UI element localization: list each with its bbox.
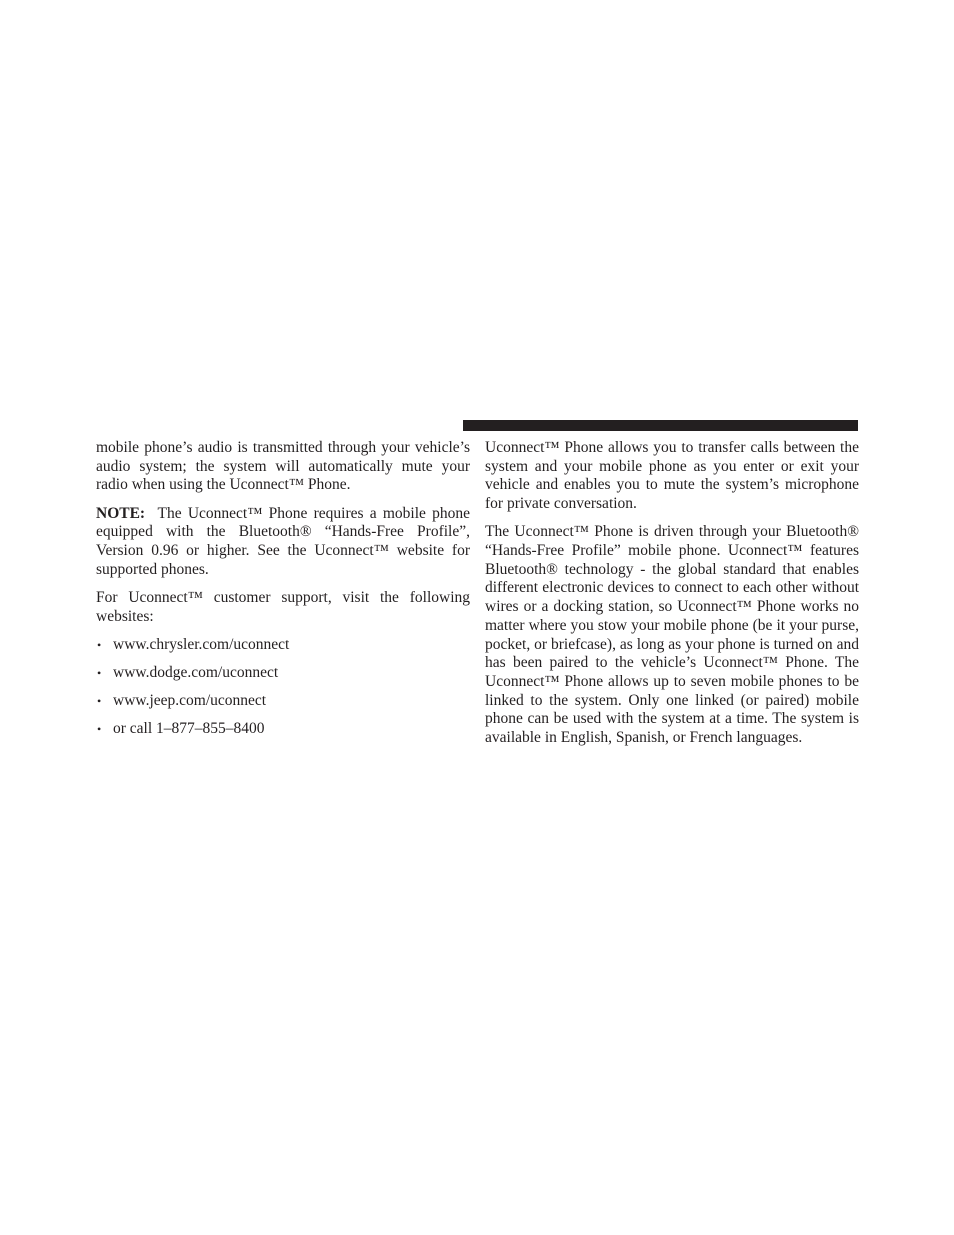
list-item-text: www.jeep.com/uconnect	[113, 691, 267, 709]
header-rule	[463, 420, 858, 431]
list-item	[96, 636, 470, 655]
note-label: NOTE:	[96, 504, 146, 522]
list-item-text: or call 1–877–855–8400	[113, 719, 265, 737]
transfer-paragraph: Uconnect™ Phone allows you to transfer calls between the system and your mobile phone as you enter or exit your vehicle and enables you to mute the system’s microphone for private conversation.	[485, 439, 859, 513]
note-text: The Uconnect™ Phone requires a mobile phone equipped with the Bluetooth® “Hands-Free Profile”, Version 0.96 or higher. See the Uconnect™ website for supported phones.	[96, 504, 470, 578]
audio-paragraph: mobile phone’s audio is transmitted through your vehicle’s audio system; the system will automatically mute your radio when using the Uconnect™ Phone.	[96, 439, 470, 494]
right-column	[485, 439, 859, 757]
support-list	[96, 636, 470, 739]
list-item-text: www.chrysler.com/uconnect	[113, 635, 290, 653]
bullet-icon: •	[97, 693, 102, 708]
left-column	[96, 439, 470, 748]
list-item-text: www.dodge.com/uconnect	[113, 663, 279, 681]
bullet-icon: •	[97, 721, 102, 736]
bullet-icon: •	[97, 665, 102, 680]
list-item	[96, 692, 470, 711]
bullet-icon: •	[97, 637, 102, 652]
list-item	[96, 720, 470, 739]
bluetooth-paragraph: The Uconnect™ Phone is driven through your Bluetooth® “Hands-Free Profile” mobile phone. Uconnect™ features Bluetooth® technology - the global standard that enables different electronic devices to connect to each other without wires or a docking station, so Uconnect™ Phone works no matter where you stow your mobile phone (be it your purse, pocket, or briefcase), as long as your phone is turned on and has been paired to the vehicle’s Uconnect™ Phone. The Uconnect™ Phone allows up to seven mobile phones to be linked to the system. Only one linked (or paired) mobile phone can be used with the system at a time. The system is available in English, Spanish, or French languages.	[485, 523, 859, 747]
list-item	[96, 664, 470, 683]
support-intro: For Uconnect™ customer support, visit the following websites:	[96, 588, 470, 625]
note-paragraph	[96, 505, 470, 580]
